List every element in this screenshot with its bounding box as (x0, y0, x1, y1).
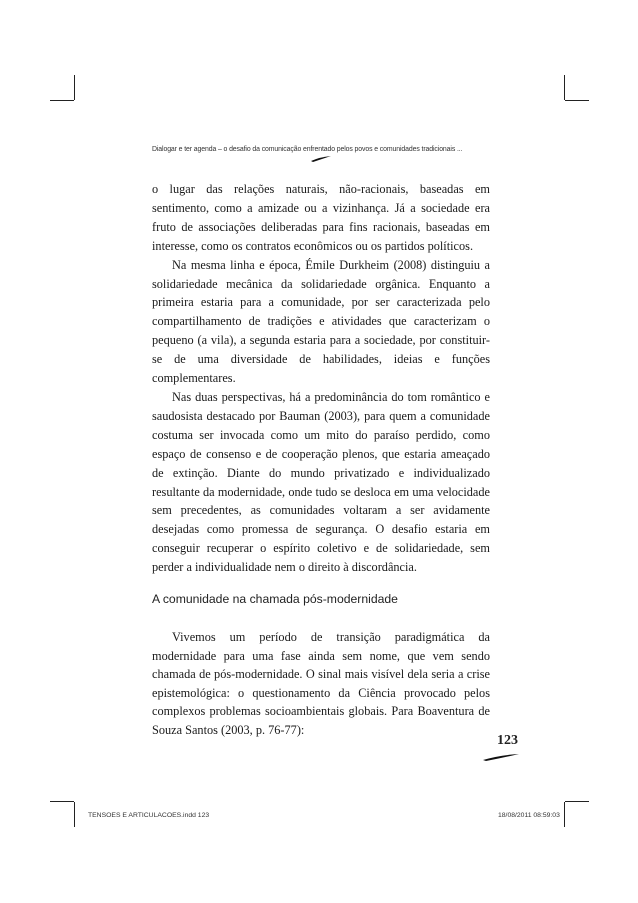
crop-mark (74, 802, 75, 827)
slug-filename: TENSOES E ARTICULACOES.indd 123 (88, 812, 210, 819)
swash-ornament (482, 752, 520, 762)
paragraph: Nas duas perspectivas, há a predominância do tom romântico e saudosista destacado por Bauman (2003), para quem a comunidade costuma ser invocada como um mito do paraíso perdido, como espaço de consenso e de cooperação plenos, que estaria ameaçado de extinção. Diante do mundo privatizado e individualizado resultante da modernidade, onde tudo se desloca em uma velocidade sem precedentes, as comunidades voltaram a ser avidamente desejadas como promessa de segurança. O desafio estaria em conseguir recuperar o espírito coletivo e de solidariedade, sem perder a individualidade nem o direito à discordância. (152, 389, 490, 575)
swash-ornament (310, 155, 332, 163)
running-head: Dialogar e ter agenda – o desafio da comunicação enfrentado pelos povos e comunidades tradicionais ... (152, 146, 463, 153)
crop-mark (564, 802, 565, 827)
body-text (152, 180, 490, 577)
section-body (152, 628, 490, 740)
crop-mark (564, 75, 565, 100)
crop-mark (565, 801, 589, 802)
paragraph: Vivemos um período de transição paradigmática da modernidade para uma fase ainda sem nome, que vem sendo chamada de pós-modernidade. O sinal mais visível dela seria a crise epistemológica: o questionamento da Ciência provocado pelos complexos problemas socioambientais globais. Para Boaventura de Souza Santos (2003, p. 76-77): (152, 630, 490, 737)
paragraph: o lugar das relações naturais, não-racionais, baseadas em sentimento, como a amizade ou a vizinhança. Já a sociedade era fruto de associações deliberadas para fins racionais, baseadas em interesse, como os contratos econômicos ou os partidos políticos. (152, 182, 490, 253)
paragraph: Na mesma linha e época, Émile Durkheim (2008) distinguiu a solidariedade mecânica da solidariedade orgânica. Enquanto a primeira estaria para a comunidade, por ser caracterizada pelo compartilhamento de tradições e atividades que caracterizam o pequeno (a vila), a segunda estaria para a sociedade, por constituir-se de uma diversidade de habilidades, ideias e funções complementares. (152, 257, 490, 386)
slug-datetime: 18/08/2011 08:59:03 (498, 812, 560, 819)
crop-mark (50, 100, 74, 101)
page-number: 123 (497, 733, 518, 748)
crop-mark (565, 100, 589, 101)
crop-mark (50, 801, 74, 802)
crop-mark (74, 75, 75, 100)
section-heading: A comunidade na chamada pós-modernidade (152, 592, 398, 606)
